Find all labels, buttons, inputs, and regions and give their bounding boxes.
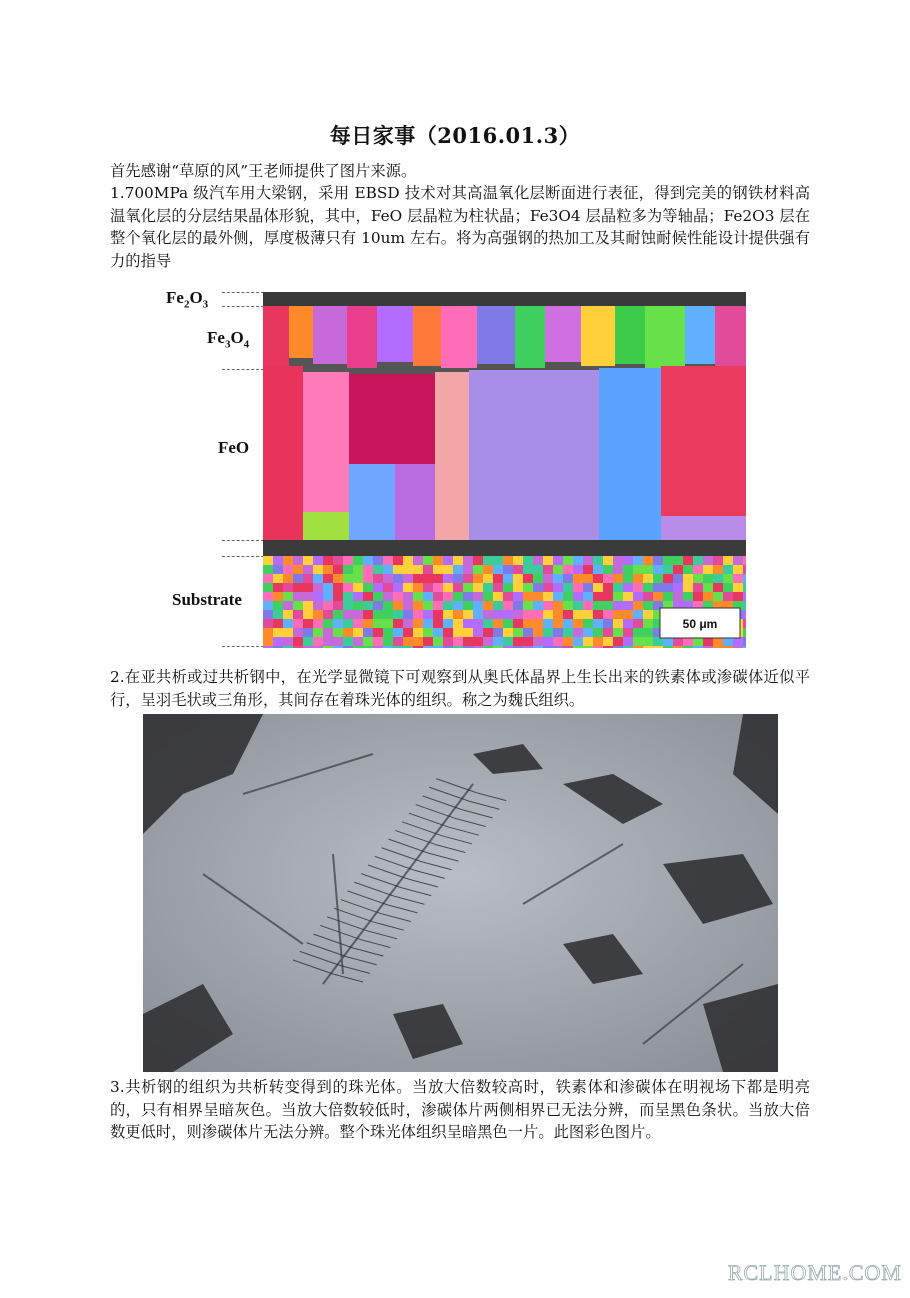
label-feo: FeO xyxy=(218,438,250,457)
divider xyxy=(222,306,264,307)
divider xyxy=(222,556,264,557)
page-title: 每日家事（2016.01.3） xyxy=(329,123,581,148)
divider xyxy=(222,646,264,647)
label-substrate: Substrate xyxy=(172,590,242,609)
paragraph-2: 2.在亚共析或过共析钢中，在光学显微镜下可观察到从奥氏体晶界上生长出来的铁素体或渗碳体近似平行，呈羽毛状或三角形，其间存在着珠光体的组织。称之为魏氏组织。 xyxy=(110,668,810,709)
watermark: RCLHOME.COM xyxy=(727,1260,902,1285)
widmanstatten-micrograph xyxy=(143,714,778,1072)
divider xyxy=(222,292,264,293)
divider xyxy=(222,540,264,541)
label-fe2o3: $Fe_2O_3$ xyxy=(166,288,209,311)
divider xyxy=(222,369,264,370)
intro-paragraph: 首先感谢“草原的风”王老师提供了图片来源。 xyxy=(110,162,417,180)
scale-bar-label: 50 μm xyxy=(682,617,718,631)
label-fe3o4: $Fe_3O_4$ xyxy=(207,328,250,351)
paragraph-1: 1.700MPa 级汽车用大梁钢，采用 EBSD 技术对其高温氧化层断面进行表征，得到完美的钢铁材料高温氧化层的分层结果晶体形貌，其中，FeO 层晶粒为柱状晶；Fe3O4 层晶粒多为等轴晶；Fe2O3 层在整个氧化层的最外侧，厚度极薄只有 10um 左右。将为高强钢的热加工及其耐蚀耐候性能设计提供强有力的指导 xyxy=(110,184,810,270)
paragraph-3: 3.共析钢的组织为共析转变得到的珠光体。当放大倍数较高时，铁素体和渗碳体在明视场下都是明亮的，只有相界呈暗灰色。当放大倍数较低时，渗碳体片两侧相界已无法分辨，而呈黑色条状。当放大倍数更低时，则渗碳体片无法分辨。整个珠光体组织呈暗黑色一片。此图彩色图片。 xyxy=(110,1078,810,1141)
ebsd-map-image xyxy=(263,292,746,648)
